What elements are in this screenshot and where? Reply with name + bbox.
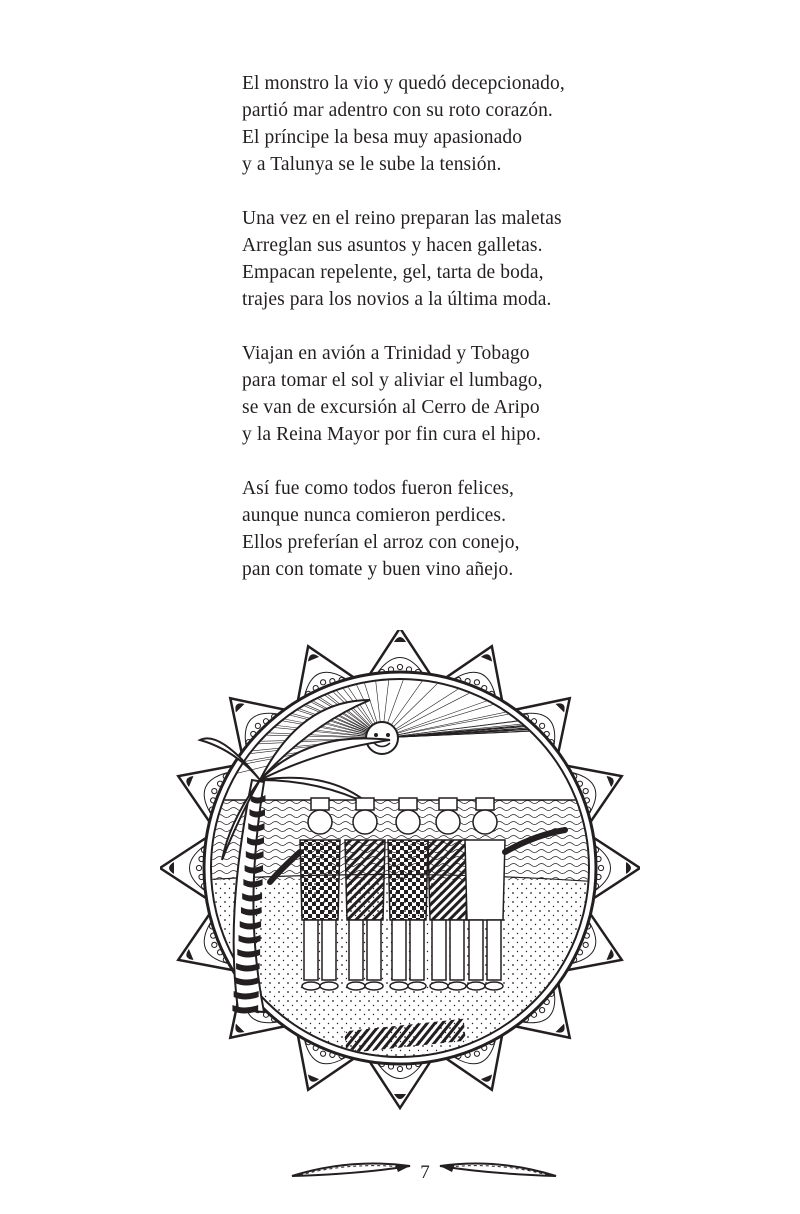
poem-line: El príncipe la besa muy apasionado xyxy=(242,127,523,148)
stanza xyxy=(242,70,682,178)
poem xyxy=(242,70,682,610)
poem-line: El monstro la vio y quedó decepcionado, xyxy=(242,73,565,94)
poem-line: Así fue como todos fueron felices, xyxy=(242,478,514,499)
beach-sun-illustration xyxy=(160,630,640,1114)
poem-line: Arreglan sus asuntos y hacen galletas. xyxy=(242,235,543,256)
poem-line: partió mar adentro con su roto corazón. xyxy=(242,100,553,121)
poem-line: aunque nunca comieron perdices. xyxy=(242,505,507,526)
page-number: 7 xyxy=(420,1162,430,1183)
poem-line: Una vez en el reino preparan las maletas xyxy=(242,208,562,229)
poem-line: pan con tomate y buen vino añejo. xyxy=(242,559,514,580)
right-ornament-icon xyxy=(440,1164,556,1176)
poem-line: Ellos preferían el arroz con conejo, xyxy=(242,532,520,553)
left-ornament-icon xyxy=(292,1164,410,1176)
stanza xyxy=(242,475,682,583)
poem-line: Empacan repelente, gel, tarta de boda, xyxy=(242,262,544,283)
stanza xyxy=(242,340,682,448)
poem-line: y a Talunya se le sube la tensión. xyxy=(242,154,502,175)
poem-line: y la Reina Mayor por fin cura el hipo. xyxy=(242,424,541,445)
poem-line: se van de excursión al Cerro de Aripo xyxy=(242,397,540,418)
stanza xyxy=(242,205,682,313)
poem-line: Viajan en avión a Trinidad y Tobago xyxy=(242,343,530,364)
scene-medallion xyxy=(160,631,640,1070)
poem-line: trajes para los novios a la última moda. xyxy=(242,289,552,310)
page-ornament xyxy=(0,1152,800,1192)
poem-line: para tomar el sol y aliviar el lumbago, xyxy=(242,370,543,391)
